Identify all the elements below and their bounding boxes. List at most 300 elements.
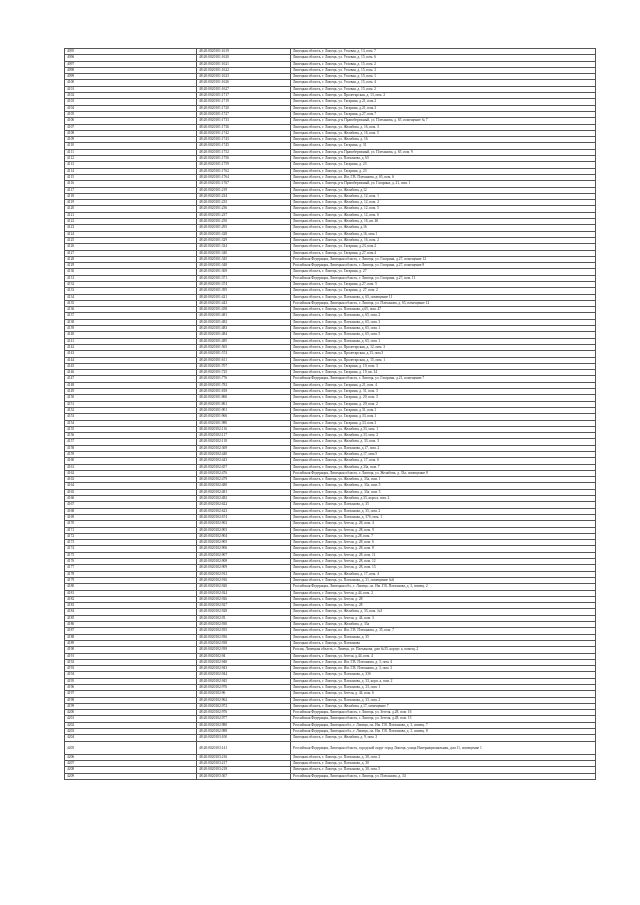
address-cell: Липецкая область, г. Липецк, пл. Им. Г.В. Плеханова, д. 35, пом. 7 [291,628,596,634]
cadastral-number-cell: 48:20:0020102:935 [197,628,291,634]
row-number-cell: 4112 [65,156,197,162]
address-cell: Липецкая область, г. Липецк, ул. Гагарина, д.21, пом. 4 [291,382,596,388]
address-cell: Липецкая область, г. Липецк, ул. Желябова, д.17, помещение 7 [291,703,596,709]
address-cell: Липецкая область, г. Липецк, ул. Гагарина, д. 27 [291,269,596,275]
address-cell: Липецкая область, г. Липецк, ул. Желябова, д. 33, пом. №3 [291,609,596,615]
address-cell: Российская Федерация, Липецкая область, г. Липецк, ул. Гагарина, д.27, помещение 12 [291,256,596,262]
cadastral-number-cell: 48:20:0020102:117 [197,433,291,439]
address-cell: Липецкая область, г. Липецк, ул. Плеханова, д. 33, корп. а, пом. 2 [291,678,596,684]
address-cell: Липецкая область, г. Липецк, ул. Гагарина, д.27, пом. 5 [291,281,596,287]
cadastral-number-cell: 48:20:0020102:908 [197,559,291,565]
row-number-cell: 4180 [65,584,197,590]
cadastral-number-cell: 48:20:0020101:860 [197,395,291,401]
row-number-cell: 4134 [65,294,197,300]
cadastral-number-cell: 48:20:0020101:250 [197,219,291,225]
row-number-cell: 4172 [65,533,197,539]
address-cell: Липецкая область, г. Липецк, ул. Гагарина, д.33, пом.3 [291,420,596,426]
row-number-cell: 4153 [65,414,197,420]
cadastral-number-cell: 48:20:0020102:928 [197,609,291,615]
address-cell: Липецкая область, г. Липецк, пл. Им. Г.В. Плеханова, д. 65, пом. 6 [291,174,596,180]
row-number-cell: 4167 [65,502,197,508]
cadastral-number-cell: 48:20:0020102:902 [197,521,291,527]
row-number-cell: 4198 [65,697,197,703]
address-cell: Липецкая область, г. Липецк, ул. Зегеля, д.44, пом. 2 [291,590,596,596]
row-number-cell: 4186 [65,622,197,628]
row-number-cell: 4131 [65,275,197,281]
cadastral-number-cell: 48:20:0020102:924 [197,590,291,596]
row-number-cell: 4163 [65,477,197,483]
row-number-cell: 4154 [65,420,197,426]
cadastral-number-cell: 48:20:0020102:903 [197,527,291,533]
cadastral-number-cell: 48:20:0020102:906 [197,546,291,552]
row-number-cell: 4178 [65,571,197,577]
row-number-cell: 4173 [65,540,197,546]
cadastral-number-cell: 48:20:0020101:1620 [197,55,291,61]
cadastral-number-cell: 48:20:0020102:905 [197,540,291,546]
cadastral-number-cell: 48:20:0020101:901 [197,407,291,413]
row-number-cell: 4130 [65,269,197,275]
address-cell: Липецкая область, г. Липецк, ул. Зегеля, д.28, пом. 7 [291,533,596,539]
cadastral-number-cell: 48:20:0020101:334 [197,244,291,250]
address-cell: Липецкая область, г. Липецк, ул. Зегеля, д. 28, пом. 13 [291,565,596,571]
cadastral-number-cell: 48:20:0020101:219 [197,187,291,193]
row-number-cell: 4136 [65,307,197,313]
address-cell: Липецкая область, г. Липецк, ул. Плеханова, д. 35 [291,634,596,640]
cadastral-number-cell: 48:20:0020101:1742 [197,130,291,136]
cadastral-number-cell: 48:20:0020101:345 [197,256,291,262]
row-number-cell: 4129 [65,263,197,269]
row-number-cell: 4179 [65,577,197,583]
row-number-cell: 4147 [65,376,197,382]
row-number-cell: 4152 [65,407,197,413]
address-cell: Липецкая область, г. Липецк, ул. Желябова, д. 33, пом. 3 [291,439,596,445]
row-number-cell: 4146 [65,370,197,376]
row-number-cell: 4141 [65,338,197,344]
address-cell: Липецкая область, г. Липецк, ул. Гагарина, д. 29, пом. 3 [291,395,596,401]
address-cell: Липецкая область, г. Липецк, ул. Плеханова, д. 30, пом. 2 [291,754,596,760]
cadastral-number-cell: 48:20:0020103:141 [197,741,291,754]
cadastral-number-cell: 48:20:0020101:483 [197,326,291,332]
cadastral-number-cell: 48:20:0020102:476 [197,470,291,476]
address-cell: Российская Федерация, Липецкая область, г. Липецк, ул. Гагарина, д.27, помещение 8 [291,263,596,269]
row-number-cell: 4150 [65,395,197,401]
cadastral-number-cell: 48:20:0020102:943 [197,666,291,672]
cadastral-number-cell: 48:20:0020101:234 [197,193,291,199]
address-cell: Липецкая область, г. Липецк, пл. Им. Г.В. Плеханова, д. 3, пом. 4 [291,659,596,665]
cadastral-number-cell: 48:20:0020103:216 [197,754,291,760]
row-number-cell: 4096 [65,55,197,61]
row-number-cell: 4122 [65,219,197,225]
cadastral-number-cell: 48:20:0020101:485 [197,338,291,344]
cadastral-number-cell: 48:20:0020101:348 [197,263,291,269]
address-cell: Липецкая область, г. Липецк, ул. Желябова, д. 16, пом. 5 [291,130,596,136]
address-cell: Липецкая область, г. Липецк, р-н Правобережный, ул. Плеханова, д. 65, помещение № 7 [291,118,596,124]
cadastral-number-cell: 48:20:0020101:1736 [197,124,291,130]
address-cell: Липецкая область, г. Липецк, ул. Плеханова, д. 30, пом. 5 [291,767,596,773]
cadastral-number-cell: 48:20:0020102:457 [197,464,291,470]
row-number-cell: 4165 [65,489,197,495]
address-cell: Липецкая область, г. Липецк, ул. Пролетарская, д.13, пом.3 [291,351,596,357]
row-number-cell: 4193 [65,666,197,672]
cadastral-number-cell: 48:20:0020101:1626 [197,80,291,86]
address-cell: Липецкая область, г. Липецк, ул. Угловая, д. 15, пом. 3 [291,67,596,73]
row-number-cell: 4099 [65,74,197,80]
row-number-cell: 4184 [65,609,197,615]
row-number-cell: 4206 [65,754,197,760]
address-cell: Липецкая область, г. Липецк, ул. Плеханова [291,640,596,646]
address-cell: Российская Федерация, Липецкая область, г. Липецк, ул. Желябова, д. 33а, помещение 8 [291,470,596,476]
cadastral-number-cell: 48:20:0020101:1627 [197,86,291,92]
cadastral-number-cell: 48:20:0020102:93 [197,615,291,621]
row-number-cell: 4139 [65,326,197,332]
address-cell: Липецкая область, г. Липецк, ул. Гагарина, д. 29, пом. 2 [291,401,596,407]
row-number-cell: 4182 [65,596,197,602]
cadastral-number-cell: 48:20:0020102:116 [197,426,291,432]
cadastral-number-cell: 48:20:0020102:907 [197,552,291,558]
cadastral-number-cell: 48:20:0020102:904 [197,533,291,539]
address-cell: Липецкая область, г. Липецк, ул. Гагарина, д. 19, кв. 34 [291,370,596,376]
row-number-cell: 4138 [65,319,197,325]
address-cell: Российская Федерация, Липецкая обл., г. Липецк, пл. Им. Г.В. Плеханова, д. 3, помещ. 8 [291,729,596,735]
cadastral-number-cell: 48:20:0020101:484 [197,332,291,338]
cadastral-number-cell: 48:20:0020101:369 [197,269,291,275]
cadastral-number-cell: 48:20:0020102:443 [197,458,291,464]
address-cell: Липецкая область, г. Липецк, ул. Желябова, д. 33а, пом. 5 [291,483,596,489]
row-number-cell: 4174 [65,546,197,552]
cadastral-number-cell: 48:20:0020101:1623 [197,74,291,80]
address-cell: Липецкая область, г. Липецк, р-н Правобережный, ул. Гагарина, д. 21, пом. 1 [291,181,596,187]
cadastral-number-cell: 48:20:0020101:421 [197,294,291,300]
address-cell: Липецкая область, г. Липецк, ул. Гагарина, д. 31 [291,143,596,149]
row-number-cell: 4183 [65,603,197,609]
address-cell: Липецкая область, г. Липецк, ул. Желябова, д. 9, пом. 3 [291,735,596,741]
address-cell: Липецкая область, г. Липецк, ул. Зегеля, д. 44, пом. 3 [291,615,596,621]
address-cell: Липецкая область, г. Липецк, ул. Плеханова, д. 33б [291,672,596,678]
address-cell: Липецкая область, г. Липецк, ул. Зегеля, д. 28, пом. 6 [291,540,596,546]
address-cell: Липецкая область, г. Липецк, ул. Гагарина, д. 19, пом. 3 [291,363,596,369]
row-number-cell: 4137 [65,313,197,319]
address-cell: Липецкая область, г. Липецк, ул. Угловая, д. 13, пом. 7 [291,49,596,55]
cadastral-number-cell: 48:20:0020102:980 [197,722,291,728]
cadastral-number-cell: 48:20:0020101:371 [197,275,291,281]
cadastral-number-cell: 48:20:0020101:776 [197,376,291,382]
address-cell: Липецкая область, г. Липецк, ул. Гагарина, д.27, пом.4 [291,250,596,256]
cadastral-number-cell: 48:20:0020102:976 [197,684,291,690]
row-number-cell: 4170 [65,521,197,527]
cadastral-number-cell: 48:20:0020101:295 [197,225,291,231]
table-row [65,773,596,779]
row-number-cell: 4102 [65,93,197,99]
address-cell: Российская Федерация, Липецкая область, городской округ город Липецк, улица Интернациональная, дом 11, помещение 1 [291,741,596,754]
cadastral-number-cell: 48:20:0020102:977 [197,716,291,722]
address-cell: Российская Федерация, Липецкая область, г. Липецк, ул. Гагарина, д.27, пом. 11 [291,275,596,281]
row-number-cell: 4119 [65,200,197,206]
cadastral-number-cell: 48:20:0020101:1719 [197,99,291,105]
address-cell: Липецкая область, г. Липецк, ул. Зегеля, д. 28 [291,603,596,609]
address-cell: Липецкая область, г. Липецк, ул. Гагарина, д. 27, пом. 2 [291,288,596,294]
cadastral-number-cell: 48:20:0020101:395 [197,288,291,294]
address-cell: Липецкая область, г. Липецк, ул. Желябова, д. 12, пом. 2 [291,200,596,206]
row-number-cell: 4100 [65,80,197,86]
cadastral-number-cell: 48:20:0020101:481 [197,313,291,319]
cadastral-number-cell: 48:20:0020102:930 [197,622,291,628]
address-cell: Липецкая область, г. Липецк, ул. Желябова, д. 33а, пом. 1 [291,477,596,483]
address-cell: Липецкая область, г. Липецк, ул. Пролетарская, д. 15, пом. 1 [291,357,596,363]
row-number-cell: 4109 [65,137,197,143]
row-number-cell: 4157 [65,439,197,445]
cadastral-number-cell: 48:20:0020102:916 [197,577,291,583]
address-cell: Липецкая область, г. Липецк, ул. Зегеля, д. 28, пом. 4 [291,521,596,527]
address-cell: Липецкая область, г. Липецк, ул. Зегеля, д. 44, пом. 6 [291,691,596,697]
address-cell: Липецкая область, г. Липецк, ул. Плеханова, д. 30 [291,760,596,766]
row-number-cell: 4156 [65,433,197,439]
cadastral-number-cell: 48:20:0020101:1743 [197,137,291,143]
row-number-cell: 4116 [65,181,197,187]
address-cell: Липецкая область, г. Липецк, ул. Угловая, д. 15, пом. 6 [291,55,596,61]
cadastral-number-cell: 48:20:0020101:340 [197,250,291,256]
row-number-cell: 4195 [65,678,197,684]
cadastral-number-cell: 48:20:0020101:1752 [197,149,291,155]
cadastral-number-cell: 48:20:0020103:367 [197,773,291,779]
cadastral-number-cell: 48:20:0020102:927 [197,603,291,609]
row-number-cell: 4190 [65,647,197,653]
address-cell: Липецкая область, г. Липецк, ул. Зегеля, д.44, пом. 4 [291,653,596,659]
cadastral-number-cell: 48:20:0020101:1759 [197,162,291,168]
row-number-cell: 4187 [65,628,197,634]
address-cell: Липецкая область, г. Липецк, ул. Желябова, д.33а, пом. 7 [291,464,596,470]
row-number-cell: 4149 [65,389,197,395]
row-number-cell: 4194 [65,672,197,678]
row-number-cell: 4101 [65,86,197,92]
address-cell: Липецкая область, г. Липецк, ул. Желябова, д.16 [291,225,596,231]
cadastral-number-cell: 48:20:0020101:443 [197,300,291,306]
cadastral-number-cell: 48:20:0020102:481 [197,489,291,495]
row-number-cell: 4106 [65,118,197,124]
address-cell: Липецкая область, г. Липецк, ул. Гагарина, д.27, пом.7 [291,111,596,117]
document-page [64,48,580,780]
address-cell: Липецкая область, г. Липецк, ул. Гагарина, д.21, пом.3 [291,105,596,111]
address-cell: Липецкая область, г. Липецк, р-н Правобережный, ул. Плеханова, д. 65, пом. 9 [291,149,596,155]
cadastral-number-cell: 48:20:0020102:926 [197,596,291,602]
cadastral-number-cell: 48:20:0020101:818 [197,389,291,395]
address-cell: Липецкая область, г. Липецк, ул. Желябова, д.17, пом.5 [291,452,596,458]
row-number-cell: 4161 [65,464,197,470]
row-number-cell: 4148 [65,382,197,388]
cadastral-number-cell: 48:20:0020102:972 [197,703,291,709]
address-cell: Российская Федерация, Липецкая область, г. Липецк, ул. Зегеля, д.28, пом. 15 [291,716,596,722]
row-number-cell: 4196 [65,684,197,690]
cadastral-number-cell: 48:20:0020102:962 [197,697,291,703]
row-number-cell: 4142 [65,344,197,350]
row-number-cell: 4151 [65,401,197,407]
cadastral-number-cell: 48:20:0020103:100 [197,735,291,741]
row-number-cell: 4201 [65,716,197,722]
address-cell: Липецкая область, г. Липецк, ул. Плеханова, д. 35 [291,502,596,508]
cadastral-number-cell: 48:20:0020102:369 [197,445,291,451]
cadastral-number-cell: 48:20:0020102:118 [197,439,291,445]
cadastral-number-cell: 48:20:0020101:611 [197,357,291,363]
row-number-cell: 4115 [65,174,197,180]
row-number-cell: 4158 [65,445,197,451]
address-cell: Липецкая область, г. Липецк, ул. Плеханова, д. 33, пом. 2 [291,697,596,703]
cadastral-number-cell: 48:20:0020101:707 [197,363,291,369]
address-cell: Липецкая область, г. Липецк, ул. Гагарина, д. 23 [291,168,596,174]
row-number-cell: 4127 [65,250,197,256]
cadastral-number-cell: 48:20:0020102:623 [197,508,291,514]
cadastral-number-cell: 48:20:0020102:479 [197,477,291,483]
address-cell: Липецкая область, г. Липецк, ул. Пролетарская, д. 13, пом. 2 [291,93,596,99]
address-cell: Российская Федерация, Липецкая область, г. Липецк, ул. Плеханова, д. 65, помещение 12 [291,300,596,306]
address-cell: Российская Федерация, Липецкая обл., г. Липецк, пл. Им. Г.В. Плеханова, д. 3, помещ. 7 [291,722,596,728]
address-cell: Липецкая область, г. Липецк, ул. Желябова, д. 16, пом. 3 [291,124,596,130]
cadastral-number-cell: 48:20:0020101:1756 [197,156,291,162]
row-number-cell: 4104 [65,105,197,111]
address-cell: Россия, Липецкая область, г. Липецк, ул. Плеханова, дом №35, корпус а, помещ. 2 [291,647,596,653]
row-number-cell: 4124 [65,231,197,237]
cadastral-number-cell: 48:20:0020102:938 [197,640,291,646]
row-number-cell: 4191 [65,653,197,659]
address-cell: Липецкая область, г. Липецк, ул. Плеханова, д. 65, пом. 5 [291,332,596,338]
address-cell: Липецкая область, г. Липецк, ул. Плеханова, д. 65, пом. 1 [291,326,596,332]
address-cell: Липецкая область, г. Липецк, ул. Желябова, д. 17, пом. 4 [291,571,596,577]
address-cell: Липецкая область, г. Липецк, ул. Плеханова, д.65, пом. 47 [291,307,596,313]
cadastral-number-cell: 48:20:0020102:920 [197,584,291,590]
address-cell: Липецкая область, г. Липецк, пл. Им. Г.В. Плеханова, д. 3, пом. 3 [291,666,596,672]
row-number-cell: 4108 [65,130,197,136]
address-cell: Липецкая область, г. Липецк, ул. Желябова, д.16, пом.1 [291,231,596,237]
cadastral-number-cell: 48:20:0020101:1717 [197,93,291,99]
row-number-cell: 4095 [65,49,197,55]
cadastral-number-cell: 48:20:0020101:782 [197,382,291,388]
row-number-cell: 4155 [65,426,197,432]
address-cell: Липецкая область, г. Липецк, ул. Желябова, д.12 [291,187,596,193]
address-cell: Липецкая область, г. Липецк, ул. Гагарина, д.31, пом.1 [291,407,596,413]
address-cell: Липецкая область, г. Липецк, ул. Плеханова, д. 65, помещение 11 [291,294,596,300]
address-cell: Липецкая область, г. Липецк, ул. Плеханова, д. 65 [291,156,596,162]
address-cell: Липецкая область, г. Липецк, ул. Плеханова, д. 65, пом. 1 [291,338,596,344]
cadastral-number-cell: 48:20:0020101:980 [197,420,291,426]
cadastral-number-cell: 48:20:0020101:1762 [197,168,291,174]
address-cell: Липецкая область, г. Липецк, ул. Гагарина, д.23, пом.2 [291,244,596,250]
cadastral-number-cell: 48:20:0020102:440 [197,452,291,458]
cadastral-table [64,48,596,780]
row-number-cell: 4171 [65,527,197,533]
cadastral-number-cell: 48:20:0020102:912 [197,571,291,577]
row-number-cell: 4125 [65,237,197,243]
cadastral-number-cell: 48:20:0020101:374 [197,281,291,287]
address-cell: Липецкая область, г. Липецк, ул. Плеханова, д. 37б, пом. 1 [291,514,596,520]
address-cell: Липецкая область, г. Липецк, ул. Желябова, д. 12, пом. 6 [291,212,596,218]
cadastral-number-cell: 48:20:0020101:1727 [197,111,291,117]
row-number-cell: 4197 [65,691,197,697]
row-number-cell: 4114 [65,168,197,174]
cadastral-number-cell: 48:20:0020102:945 [197,678,291,684]
address-cell: Липецкая область, г. Липецк, ул. Желябова, д.33, пом. 1 [291,426,596,432]
address-cell: Липецкая область, г. Липецк, ул. Угловая, д. 15, пом. 1 [291,74,596,80]
address-cell: Липецкая область, г. Липецк, ул. Желябова, д. 12, пом. 1 [291,193,596,199]
row-number-cell: 4110 [65,143,197,149]
address-cell: Липецкая область, г. Липецк, ул. Желябова, д. 17, пом. 6 [291,458,596,464]
address-cell: Липецкая область, г. Липецк, ул. Зегеля, д. 28, пом. 12 [291,559,596,565]
row-number-cell: 4103 [65,99,197,105]
row-number-cell: 4205 [65,741,197,754]
row-number-cell: 4144 [65,357,197,363]
cadastral-number-cell: 48:20:0020101:236 [197,206,291,212]
row-number-cell: 4123 [65,225,197,231]
address-cell: Липецкая область, г. Липецк, ул. Желябова, д. 16 [291,137,596,143]
address-cell: Российская Федерация, Липецкая область, г. Липецк, ул. Гагарина, д.21, помещение 7 [291,376,596,382]
address-cell: Липецкая область, г. Липецк, ул. Плеханова, д. 65, пом. 3 [291,319,596,325]
cadastral-number-cell: 48:20:0020101:1619 [197,49,291,55]
row-number-cell: 4202 [65,722,197,728]
cadastral-number-cell: 48:20:0020103:217 [197,760,291,766]
cadastral-number-cell: 48:20:0020101:1745 [197,143,291,149]
address-cell: Липецкая область, г. Липецк, ул. Плеханова, д. 33, пом. 1 [291,684,596,690]
address-cell: Российская Федерация, Липецкая область, г. Липецк, ул. Плеханова, д. 34 [291,773,596,779]
address-cell: Липецкая область, г. Липецк, ул. Угловая, д. 15, пом. 2 [291,86,596,92]
cadastral-number-cell: 48:20:0020101:328 [197,231,291,237]
row-number-cell: 4145 [65,363,197,369]
row-number-cell: 4177 [65,565,197,571]
cadastral-number-cell: 48:20:0020101:237 [197,212,291,218]
row-number-cell: 4135 [65,300,197,306]
row-number-cell: 4192 [65,659,197,665]
row-number-cell: 4128 [65,256,197,262]
cadastral-number-cell: 48:20:0020102:96 [197,691,291,697]
row-number-cell: 4117 [65,187,197,193]
address-cell: Липецкая область, г. Липецк, ул. Пролетарская, д. 12, пом. 3 [291,344,596,350]
cadastral-number-cell: 48:20:0020101:1767 [197,181,291,187]
cadastral-number-cell: 48:20:0020102:944 [197,672,291,678]
cadastral-number-cell: 48:20:0020101:966 [197,414,291,420]
row-number-cell: 4097 [65,61,197,67]
row-number-cell: 4140 [65,332,197,338]
cadastral-number-cell: 48:20:0020101:458 [197,307,291,313]
row-number-cell: 4209 [65,773,197,779]
address-cell: Липецкая область, г. Липецк, ул. Плеханова, д. 65, пом. 2 [291,313,596,319]
row-number-cell: 4208 [65,767,197,773]
cadastral-number-cell: 48:20:0020102:940 [197,659,291,665]
row-number-cell: 4111 [65,149,197,155]
row-number-cell: 4105 [65,111,197,117]
cadastral-number-cell: 48:20:0020101:1720 [197,105,291,111]
cadastral-number-cell: 48:20:0020101:574 [197,351,291,357]
cadastral-number-cell: 48:20:0020102:482 [197,496,291,502]
cadastral-number-cell: 48:20:0020102:480 [197,483,291,489]
cadastral-number-cell: 48:20:0020101:725 [197,370,291,376]
address-cell: Липецкая область, г. Липецк, ул. Зегеля, д. 28 [291,596,596,602]
row-number-cell: 4188 [65,634,197,640]
cadastral-number-cell: 48:20:0020102:909 [197,565,291,571]
table-row [65,741,596,754]
address-cell: Липецкая область, г. Липецк, ул. Желябова, д.33, пом. 2 [291,433,596,439]
address-cell: Липецкая область, г. Липецк, ул. Желябова, д.33, корп.а, пом. 2 [291,496,596,502]
row-number-cell: 4169 [65,514,197,520]
address-cell: Липецкая область, г. Липецк, ул. Угловая, д. 15, пом. 4 [291,80,596,86]
row-number-cell: 4133 [65,288,197,294]
row-number-cell: 4120 [65,206,197,212]
address-cell: Липецкая область, г. Липецк, ул. Гагарина, д.21, пом.2 [291,99,596,105]
cadastral-number-cell: 48:20:0020102:988 [197,729,291,735]
address-cell: Липецкая область, г. Липецк, ул. Желябова, д. 16, пом. 2 [291,237,596,243]
address-cell: Липецкая область, г. Липецк, ул. Плеханова, д. 35, пом. 2 [291,508,596,514]
row-number-cell: 4164 [65,483,197,489]
row-number-cell: 4121 [65,212,197,218]
row-number-cell: 4185 [65,615,197,621]
cadastral-number-cell: 48:20:0020101:329 [197,237,291,243]
address-cell: Липецкая область, г. Липецк, ул. Гагарина, д. 31, пом. 3 [291,389,596,395]
cadastral-number-cell: 48:20:0020101:1621 [197,61,291,67]
